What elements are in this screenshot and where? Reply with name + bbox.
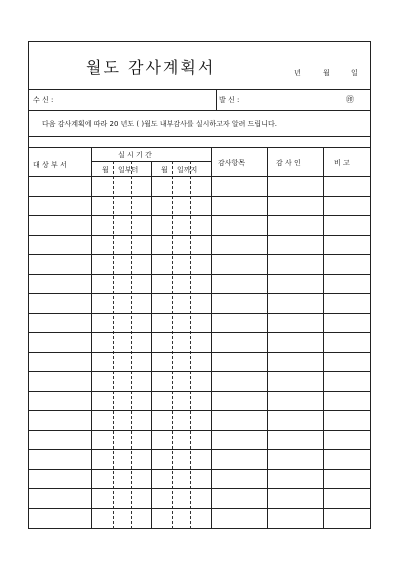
header-to-month: 월 xyxy=(161,166,168,174)
form-title: 월도 감사계획서 xyxy=(86,58,216,77)
table-row-rule xyxy=(28,235,371,236)
header-from-month: 월 xyxy=(102,166,109,174)
table-row-rule xyxy=(28,352,371,353)
period-dash-1 xyxy=(113,161,114,529)
header-audit-items: 감사항목 xyxy=(218,159,246,167)
sender-label: 발 신 : xyxy=(219,96,240,104)
audit-plan-form xyxy=(28,41,371,529)
address-divider xyxy=(28,110,371,111)
header-remarks: 비 고 xyxy=(334,159,350,167)
table-row-rule xyxy=(28,508,371,509)
recipient-label: 수 신 : xyxy=(33,96,54,104)
table-row-rule xyxy=(28,332,371,333)
col-sep-1 xyxy=(91,147,92,529)
address-separator xyxy=(216,89,217,110)
seal-mark: ㊞ xyxy=(346,95,354,104)
table-top-rule xyxy=(28,147,371,148)
table-row-rule xyxy=(28,293,371,294)
table-row-rule xyxy=(28,254,371,255)
table-row-rule xyxy=(28,469,371,470)
header-auditor: 감 사 인 xyxy=(276,159,301,167)
date-month-label: 월 xyxy=(323,69,330,77)
table-row-rule xyxy=(28,488,371,489)
col-sep-2 xyxy=(211,147,212,529)
table-row-rule xyxy=(28,274,371,275)
period-dash-2 xyxy=(131,161,132,529)
period-subheader-rule xyxy=(91,161,211,162)
header-from-day: 일부터 xyxy=(118,166,139,174)
header-to-day: 일까지 xyxy=(177,166,198,174)
table-row-rule xyxy=(28,196,371,197)
col-sep-3 xyxy=(267,147,268,529)
table-row-rule xyxy=(28,391,371,392)
table-row-rule xyxy=(28,215,371,216)
table-row-rule xyxy=(28,449,371,450)
period-dash-4 xyxy=(190,161,191,529)
table-row-rule xyxy=(28,313,371,314)
table-row-rule xyxy=(28,410,371,411)
intro-text: 다음 감사계획에 따라 20 년도 ( )월도 내부감사를 실시하고자 알려 드립니다. xyxy=(42,120,277,128)
col-sep-period-mid xyxy=(151,161,152,529)
table-row-rule xyxy=(28,430,371,431)
table-row-rule xyxy=(28,176,371,177)
col-sep-4 xyxy=(323,147,324,529)
date-day-label: 일 xyxy=(351,69,358,77)
intro-divider xyxy=(28,136,371,137)
header-period: 실 시 기 간 xyxy=(118,151,152,159)
period-dash-3 xyxy=(172,161,173,529)
table-row-rule xyxy=(28,371,371,372)
date-year-label: 년 xyxy=(294,69,301,77)
header-target-dept: 대 상 부 서 xyxy=(33,161,67,169)
header-divider xyxy=(28,89,371,90)
